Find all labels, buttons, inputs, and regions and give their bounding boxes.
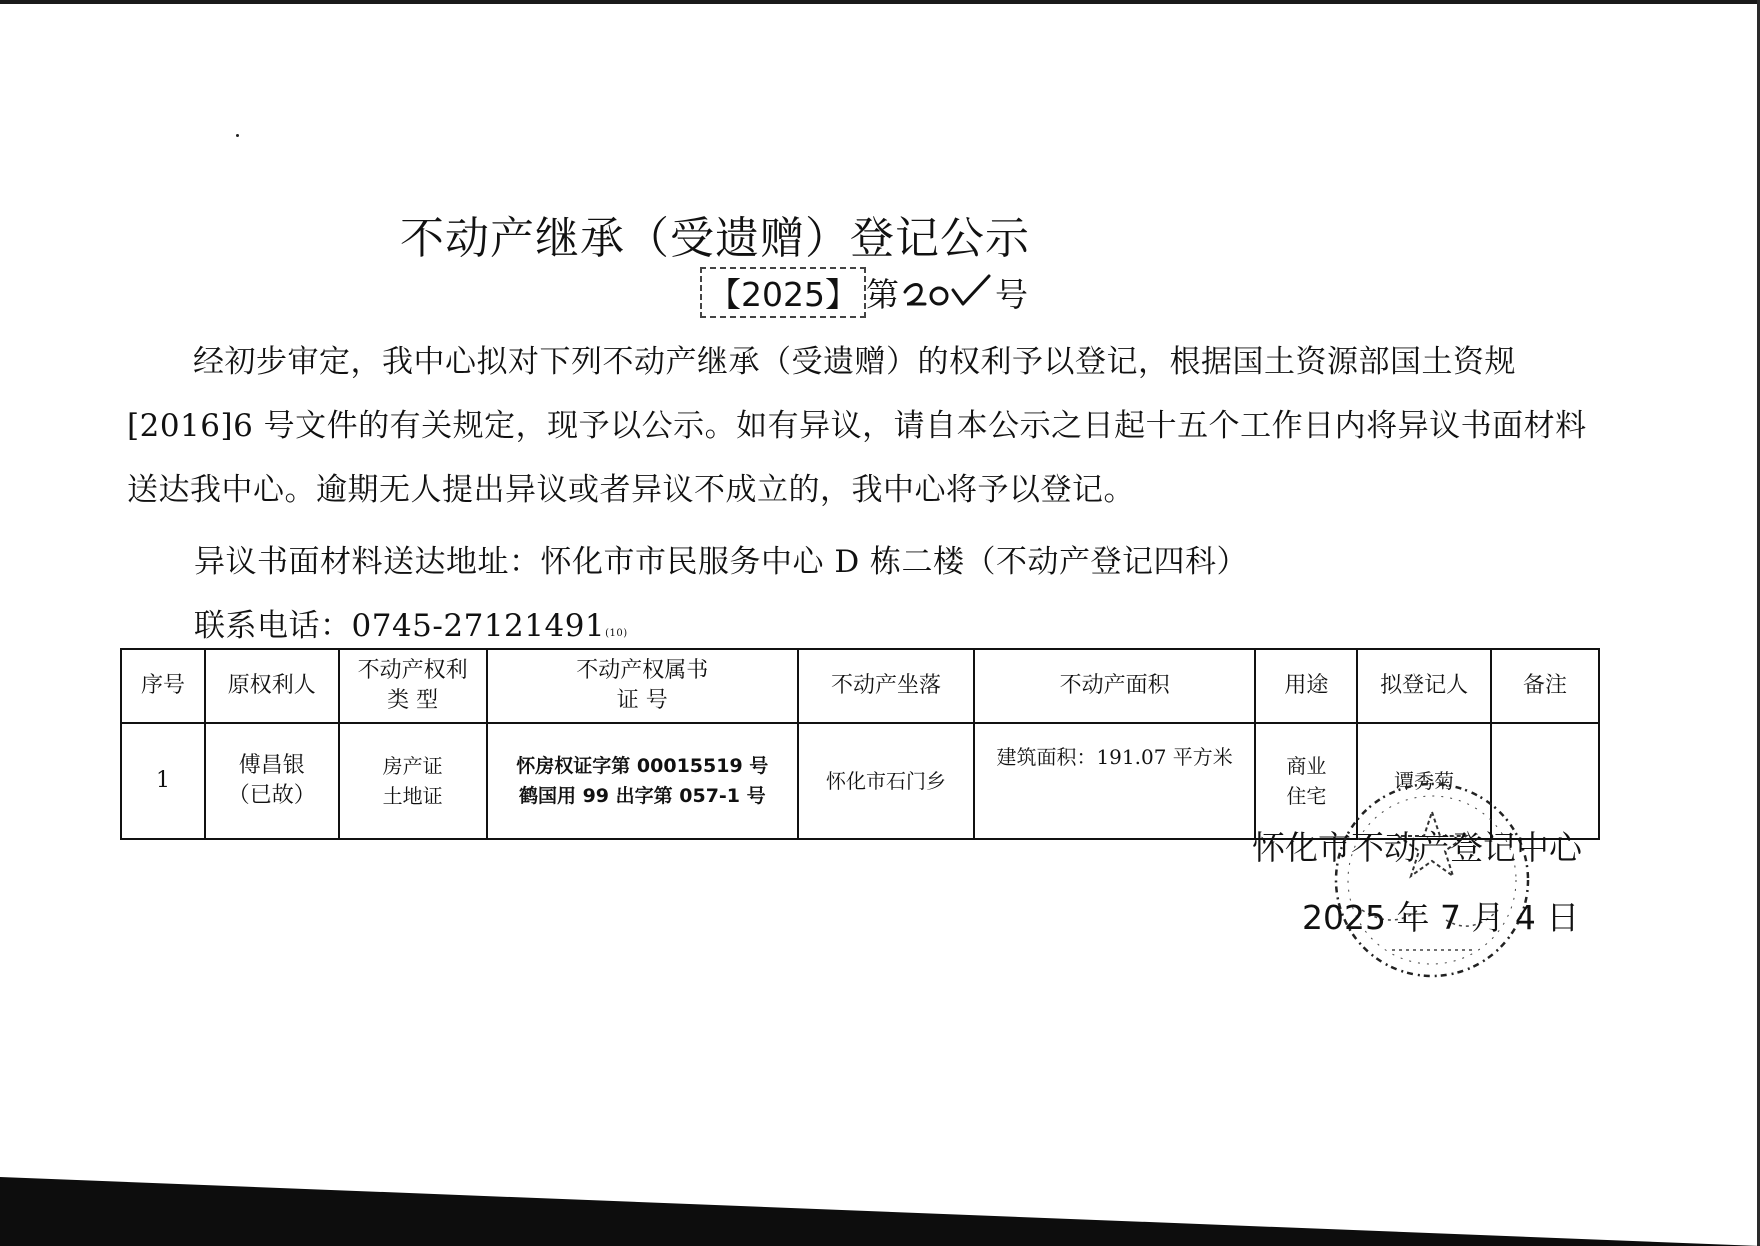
notice-paragraph: 经初步审定，我中心拟对下列不动产继承（受遗赠）的权利予以登记，根据国土资源部国土资规[2016]6 号文件的有关规定，现予以公示。如有异议，请自本公示之日起十五个工作日内将异议书面材料送达我中心。逾期无人提出异议或者异议不成立的，我中心将予以登记。 bbox=[127, 344, 1587, 508]
document-number-hao: 号 bbox=[994, 274, 1028, 314]
header-right-type-line2: 类 型 bbox=[387, 688, 439, 713]
cell-location: 怀化市石门乡 bbox=[798, 723, 974, 839]
document-number-di: 第 bbox=[865, 274, 899, 314]
cell-cert-no bbox=[487, 723, 799, 839]
header-right-type-line1: 不动产权利 bbox=[357, 658, 468, 683]
cell-owner bbox=[205, 723, 339, 839]
contact-phone-text: 联系电话：0745-27121491 bbox=[194, 608, 606, 644]
scan-shadow-bottom bbox=[0, 1140, 1760, 1246]
cell-seq: 1 bbox=[121, 723, 205, 839]
table-header-row bbox=[121, 649, 1599, 723]
document-year-box: 【2025】 bbox=[700, 267, 866, 318]
header-cert-no bbox=[487, 649, 799, 723]
contact-phone-note: (10) bbox=[605, 628, 628, 639]
header-location: 不动产坐落 bbox=[798, 649, 974, 723]
cell-area: 建筑面积：191.07 平方米 bbox=[974, 723, 1256, 839]
official-seal bbox=[1322, 760, 1542, 1000]
header-area: 不动产面积 bbox=[974, 649, 1256, 723]
header-remark: 备注 bbox=[1491, 649, 1599, 723]
header-registrant: 拟登记人 bbox=[1357, 649, 1491, 723]
scan-border-top bbox=[0, 0, 1760, 4]
document-number bbox=[700, 268, 1028, 316]
header-seq: 序号 bbox=[121, 649, 205, 723]
header-cert-no-line2: 证 号 bbox=[616, 688, 668, 713]
scan-speck bbox=[236, 134, 239, 137]
issue-date: 2025 年 7 月 4 日 bbox=[1302, 898, 1580, 937]
cell-right-type bbox=[339, 723, 487, 839]
right-type-1: 房产证 bbox=[382, 754, 443, 778]
owner-note: （已故） bbox=[227, 783, 316, 808]
document-title: 不动产继承（受遗赠）登记公示 bbox=[400, 213, 1030, 264]
cell-registrant: 谭秀菊 bbox=[1357, 723, 1491, 839]
right-type-2: 土地证 bbox=[382, 784, 443, 808]
header-use: 用途 bbox=[1255, 649, 1357, 723]
header-owner: 原权利人 bbox=[205, 649, 339, 723]
objection-address: 异议书面材料送达地址：怀化市市民服务中心 D 栋二楼（不动产登记四科） bbox=[194, 544, 1249, 580]
owner-name: 傅昌银 bbox=[238, 753, 305, 778]
use-2: 住宅 bbox=[1286, 784, 1327, 808]
use-1: 商业 bbox=[1286, 754, 1327, 778]
cert-no-2: 鹤国用 99 出字第 057-1 号 bbox=[518, 785, 766, 807]
handwritten-number bbox=[899, 270, 995, 314]
cert-no-1: 怀房权证字第 00015519 号 bbox=[516, 755, 769, 777]
contact-phone bbox=[194, 600, 628, 645]
issuing-organization: 怀化市不动产登记中心 bbox=[1252, 828, 1582, 867]
header-right-type bbox=[339, 649, 487, 723]
header-cert-no-line1: 不动产权属书 bbox=[576, 658, 709, 683]
